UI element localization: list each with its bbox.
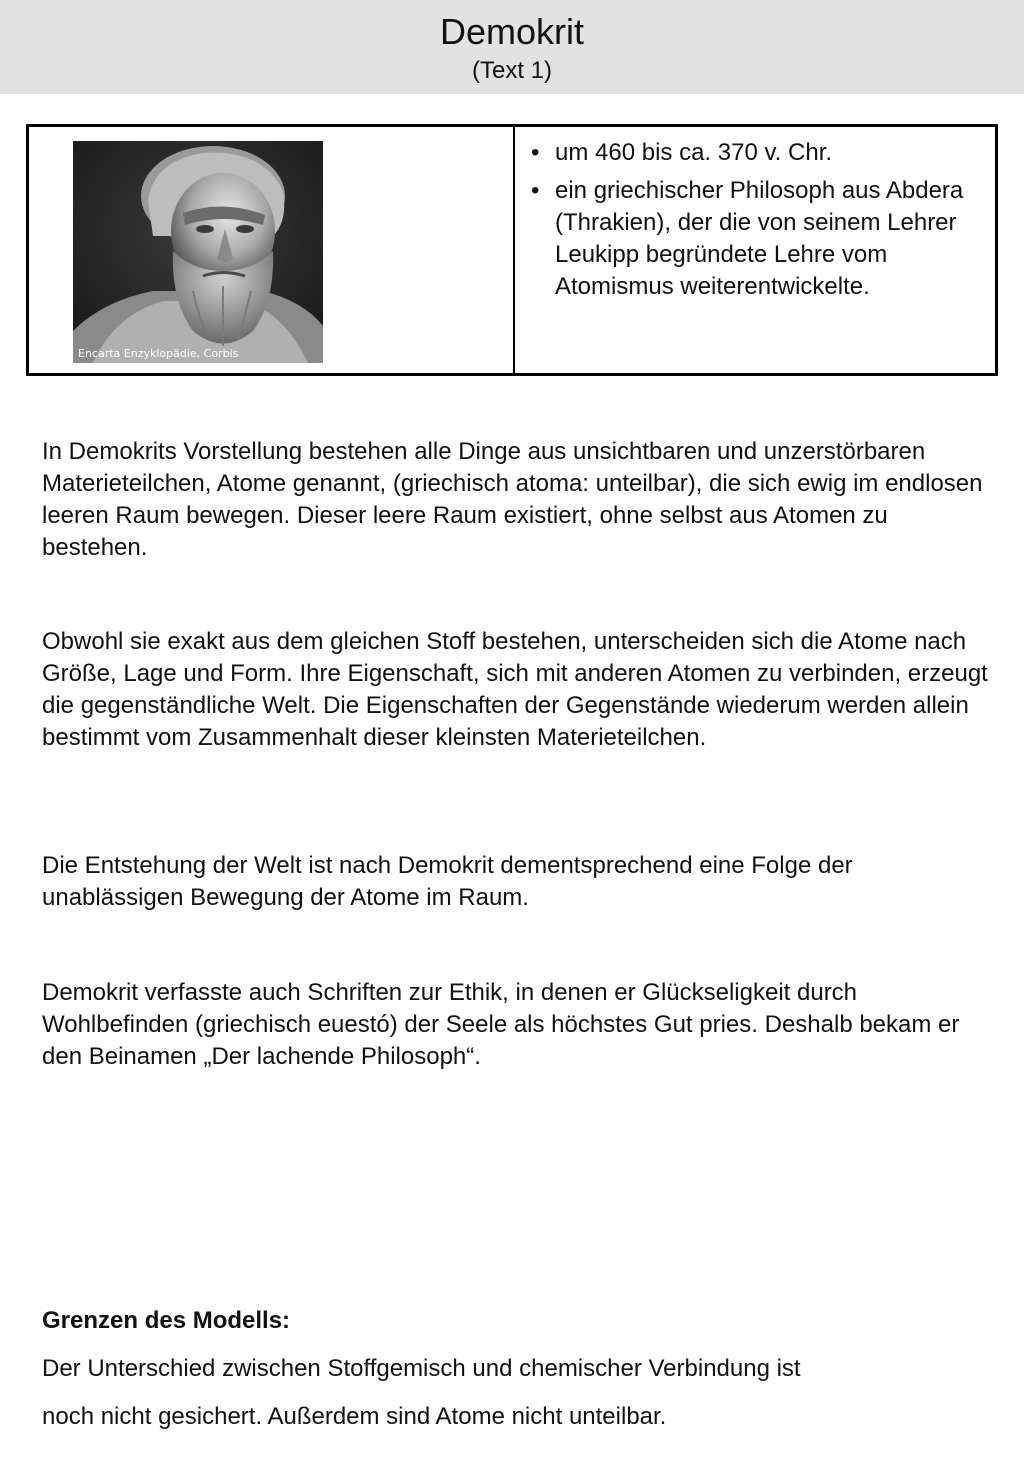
header-bar bbox=[0, 0, 1024, 94]
fact-text: ein griechischer Philosoph aus Abdera (Thrakien), der die von seinem Lehrer Leukipp begründete Lehre vom Atomismus weiterentwickelte. bbox=[555, 177, 964, 300]
fact-item bbox=[523, 137, 983, 169]
portrait-image bbox=[73, 141, 323, 363]
fact-list bbox=[523, 137, 983, 309]
info-box bbox=[26, 124, 998, 376]
page-title: Demokrit bbox=[439, 11, 585, 52]
paragraph-properties: Obwohl sie exakt aus dem gleichen Stoff bestehen, unterscheiden sich die Atome nach Größe, Lage und Form. Ihre Eigenschaft, sich mit anderen Atomen zu verbinden, erzeugt die gegenständliche Welt. Die Eigenschaften der Gegenstände wiederum werden allein bestimmt vom Zusammenhalt dieser kleinsten Materieteilchen. bbox=[42, 628, 988, 751]
fact-item bbox=[523, 175, 983, 303]
paragraph-ethics: Demokrit verfasste auch Schriften zur Ethik, in denen er Glückseligkeit durch Wohlbefinden (griechisch euestó) der Seele als höchstes Gut pries. Deshalb bekam er den Beinamen „Der lachende Philosoph“. bbox=[42, 979, 960, 1070]
paragraph-origin: Die Entstehung der Welt ist nach Demokrit dementsprechend eine Folge der unablässigen Bewegung der Atome im Raum. bbox=[42, 852, 853, 911]
bust-illustration bbox=[73, 141, 323, 363]
limits-line-2: noch nicht gesichert. Außerdem sind Atome nicht unteilbar. bbox=[42, 1403, 667, 1430]
bullet-icon: • bbox=[531, 177, 540, 204]
image-credit: Encarta Enzyklopädie, Corbis bbox=[78, 347, 239, 360]
paragraph-atoms: In Demokrits Vorstellung bestehen alle Dinge aus unsichtbaren und unzerstörbaren Materieteilchen, Atome genannt, (griechisch atoma: unteilbar), die sich ewig im endlosen leeren Raum bewegen. Dieser leere Raum existiert, ohne selbst aus Atomen zu bestehen. bbox=[42, 438, 983, 561]
bullet-icon: • bbox=[531, 139, 540, 166]
page-subtitle: (Text 1) bbox=[471, 57, 552, 84]
box-divider bbox=[513, 127, 515, 373]
limits-line-1: Der Unterschied zwischen Stoffgemisch und chemischer Verbindung ist bbox=[42, 1355, 801, 1382]
limits-heading: Grenzen des Modells: bbox=[42, 1307, 291, 1334]
fact-text: um 460 bis ca. 370 v. Chr. bbox=[555, 139, 833, 166]
